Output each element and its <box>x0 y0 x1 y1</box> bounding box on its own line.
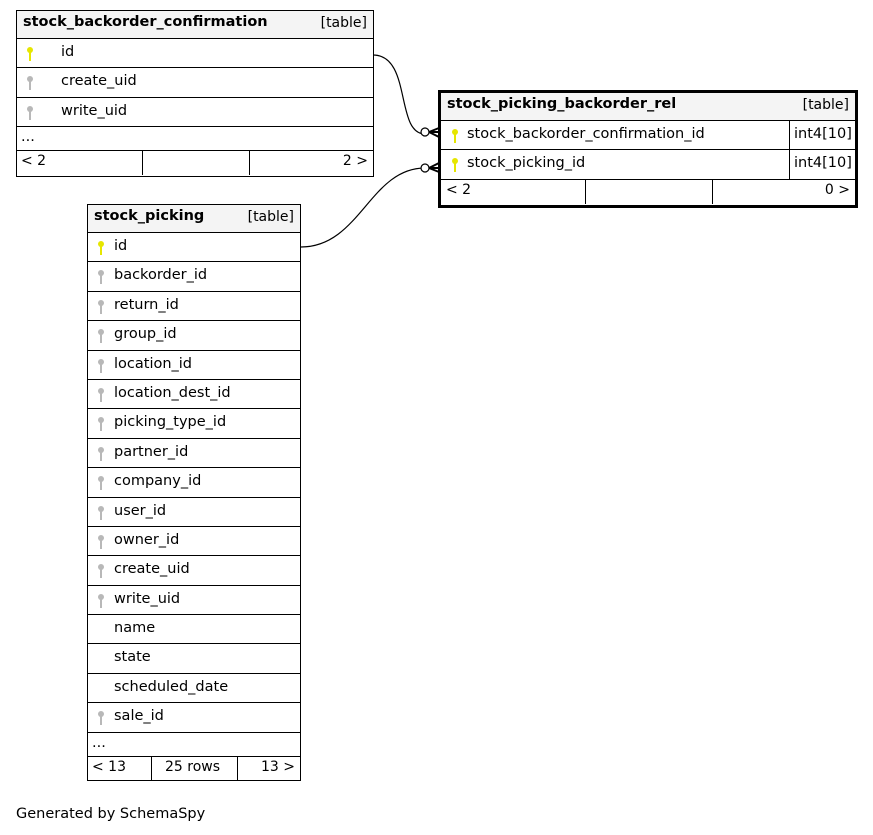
column-row[interactable] <box>88 380 300 409</box>
relationship-confirmation-to-rel <box>373 55 425 134</box>
table-footer <box>88 757 300 781</box>
column-name: picking_type_id <box>114 414 227 431</box>
table-kind: [table] <box>247 209 294 225</box>
foreign-key-icon <box>97 387 105 403</box>
column-name: name <box>114 620 156 637</box>
column-name: group_id <box>114 326 177 343</box>
column-name: create_uid <box>61 73 137 90</box>
children-count: 2 > <box>342 153 368 170</box>
row-count-cell <box>151 757 237 781</box>
column-row[interactable] <box>17 98 373 127</box>
column-name: write_uid <box>114 590 181 607</box>
table-stock-backorder-confirmation[interactable] <box>16 10 374 177</box>
parents-count: < 2 <box>446 181 472 198</box>
column-row[interactable] <box>88 292 300 321</box>
table-name[interactable]: stock_picking <box>94 208 205 224</box>
column-row[interactable] <box>17 68 373 97</box>
column-row[interactable] <box>441 150 855 179</box>
column-row[interactable] <box>88 439 300 468</box>
more-indicator: ... <box>21 129 35 146</box>
table-kind: [table] <box>802 97 849 113</box>
foreign-key-icon <box>97 416 105 432</box>
column-row[interactable] <box>88 527 300 556</box>
column-name: location_dest_id <box>114 384 231 401</box>
column-row[interactable] <box>441 121 855 150</box>
row-count-cell <box>142 151 249 175</box>
children-link[interactable] <box>712 180 855 204</box>
column-name: company_id <box>114 473 202 490</box>
column-name: partner_id <box>114 443 189 460</box>
foreign-key-icon <box>97 446 105 462</box>
foreign-key-icon <box>97 475 105 491</box>
table-header <box>17 11 373 39</box>
parents-link[interactable] <box>441 180 585 204</box>
column-row[interactable] <box>88 498 300 527</box>
column-row[interactable] <box>88 233 300 262</box>
children-link[interactable] <box>237 757 300 781</box>
column-row[interactable] <box>88 586 300 615</box>
column-row[interactable] <box>88 644 300 673</box>
more-indicator: ... <box>92 734 106 751</box>
zero-cardinality-marker <box>421 128 429 136</box>
column-name: user_id <box>114 502 167 519</box>
foreign-key-icon <box>97 534 105 550</box>
table-name[interactable]: stock_picking_backorder_rel <box>447 96 677 112</box>
primary-key-icon <box>451 128 459 144</box>
column-name: stock_backorder_confirmation_id <box>467 126 705 142</box>
column-row[interactable] <box>88 703 300 732</box>
zero-cardinality-marker <box>421 164 429 172</box>
column-list <box>88 233 300 733</box>
table-kind: [table] <box>320 15 367 31</box>
column-name: return_id <box>114 296 179 313</box>
table-stock-picking-backorder-rel[interactable] <box>438 90 858 208</box>
foreign-key-icon <box>97 563 105 579</box>
column-name: create_uid <box>114 561 190 578</box>
column-row[interactable] <box>88 674 300 703</box>
column-row[interactable] <box>88 321 300 350</box>
foreign-key-icon <box>97 269 105 285</box>
column-name: sale_id <box>114 708 164 725</box>
parents-link[interactable] <box>88 757 151 781</box>
foreign-key-icon <box>26 75 34 91</box>
column-name: write_uid <box>61 102 128 119</box>
column-name: stock_picking_id <box>467 155 586 172</box>
column-name: id <box>61 44 75 60</box>
parents-link[interactable] <box>17 151 142 175</box>
column-row[interactable] <box>88 615 300 644</box>
row-count: 25 rows <box>165 758 221 775</box>
column-name: scheduled_date <box>114 678 229 695</box>
table-header <box>441 93 855 121</box>
table-stock-picking[interactable] <box>87 204 301 781</box>
table-footer <box>441 180 855 204</box>
children-count: 13 > <box>261 758 295 775</box>
table-name[interactable]: stock_backorder_confirmation <box>23 14 268 30</box>
column-name: location_id <box>114 355 193 372</box>
foreign-key-icon <box>97 710 105 726</box>
foreign-key-icon <box>97 328 105 344</box>
foreign-key-icon <box>97 358 105 374</box>
primary-key-icon <box>26 46 34 62</box>
primary-key-icon <box>451 157 459 173</box>
column-name: owner_id <box>114 531 180 548</box>
column-row[interactable] <box>88 468 300 497</box>
column-name: state <box>114 649 151 666</box>
foreign-key-icon <box>97 299 105 315</box>
parents-count: < 2 <box>21 153 47 170</box>
more-columns <box>88 733 300 757</box>
column-type: int4[10] <box>789 121 855 149</box>
column-row[interactable] <box>88 351 300 380</box>
generated-by-label: Generated by SchemaSpy <box>16 806 206 822</box>
table-footer <box>17 151 373 175</box>
column-type: int4[10] <box>789 150 855 178</box>
foreign-key-icon <box>26 105 34 121</box>
children-count: 0 > <box>824 181 850 198</box>
column-name: id <box>114 238 128 254</box>
children-link[interactable] <box>249 151 373 175</box>
column-row[interactable] <box>17 39 373 68</box>
parents-count: < 13 <box>92 758 126 775</box>
primary-key-icon <box>97 240 105 256</box>
row-count-cell <box>585 180 712 204</box>
foreign-key-icon <box>97 593 105 609</box>
table-header <box>88 205 300 233</box>
column-row[interactable] <box>88 556 300 585</box>
column-row[interactable] <box>88 262 300 291</box>
relationship-picking-to-rel <box>301 168 425 247</box>
column-row[interactable] <box>88 409 300 438</box>
foreign-key-icon <box>97 505 105 521</box>
more-columns <box>17 127 373 151</box>
column-name: backorder_id <box>114 267 208 284</box>
